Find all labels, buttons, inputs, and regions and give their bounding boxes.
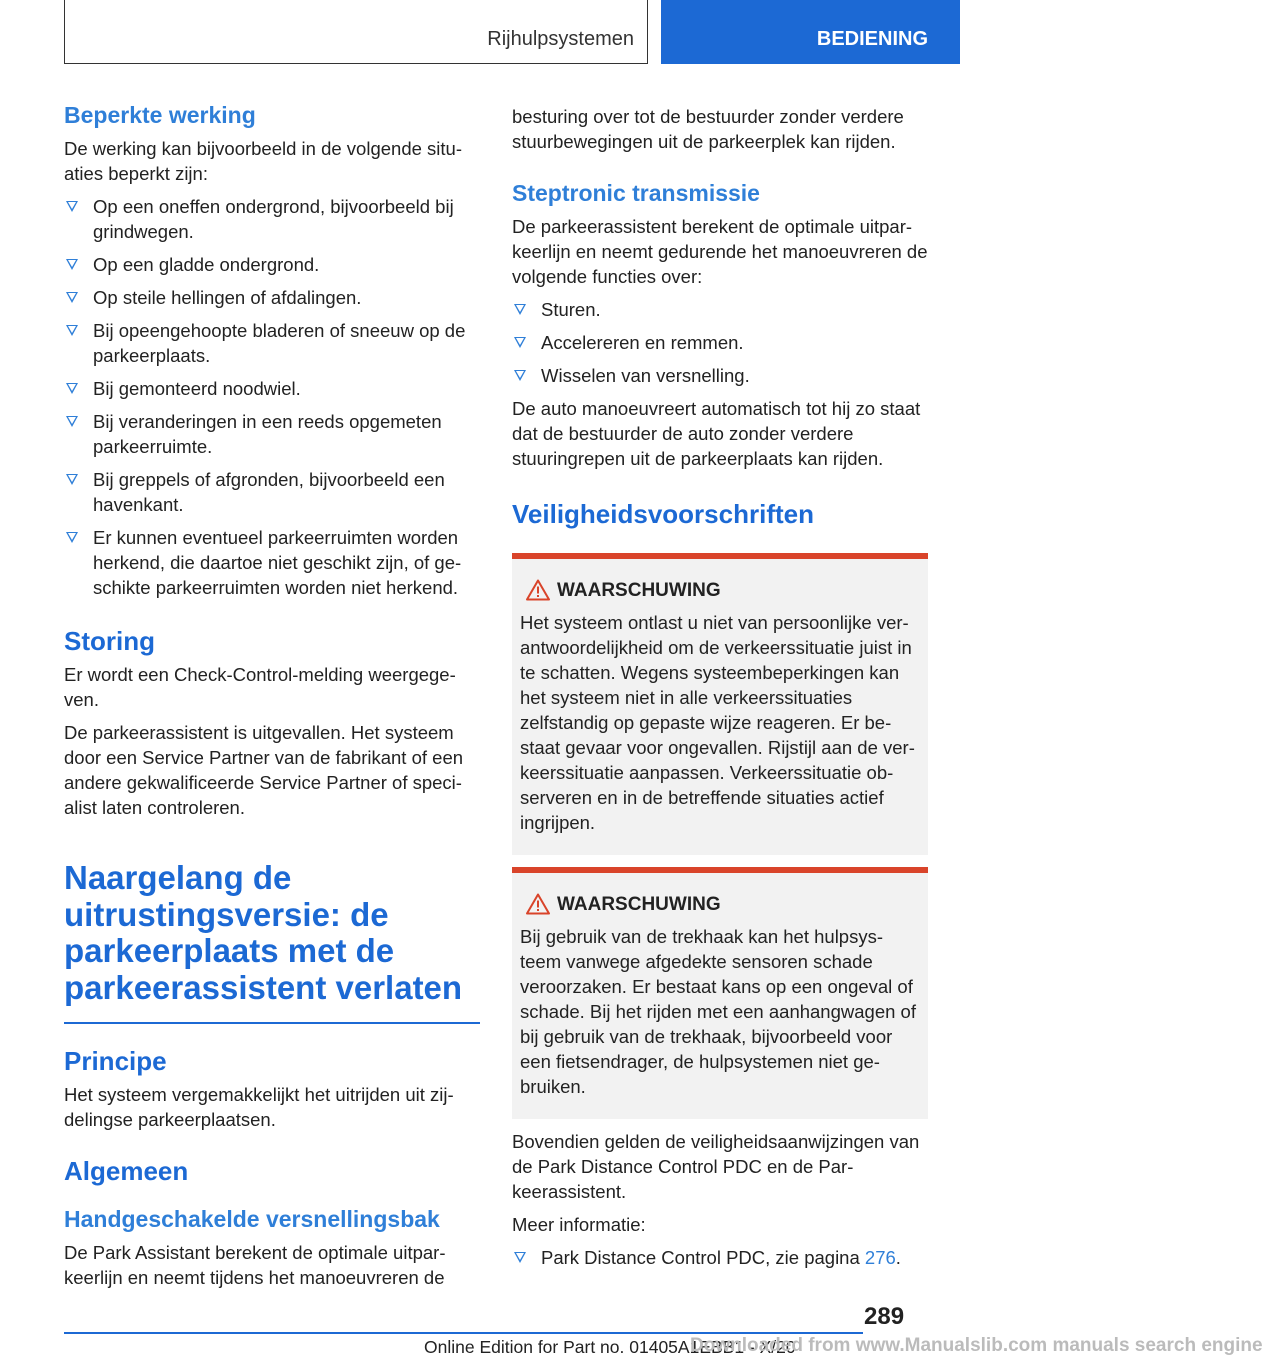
bullet-triangle-icon bbox=[66, 532, 78, 543]
beperkte-list bbox=[64, 194, 480, 600]
list-item: Bij opeengehoopte bladeren of sneeuw op de parkeerplaats. bbox=[64, 318, 480, 368]
heading-principe: Principe bbox=[64, 1045, 167, 1076]
heading-handgeschakeld: Handgeschakelde versnellingsbak bbox=[64, 1205, 440, 1232]
right-column bbox=[512, 104, 928, 1270]
watermark: Downloaded from www.Manualslib.com manuals search engine bbox=[690, 1335, 1263, 1356]
bullet-triangle-icon bbox=[514, 370, 526, 381]
list-item: Park Distance Control PDC, zie pagina 276. bbox=[512, 1245, 928, 1270]
principe-text: Het systeem vergemakkelijkt het uitrijden uit zij-delingse parkeerplaatsen. bbox=[64, 1083, 454, 1130]
list-item: Er kunnen eventueel parkeerruimten worden herkend, die daartoe niet geschikt zijn, of ge-schikte parkeerruimten worden niet herkend. bbox=[64, 525, 480, 600]
heading-storing: Storing bbox=[64, 626, 155, 656]
bullet-triangle-icon bbox=[514, 1252, 526, 1263]
list-item: Op een gladde ondergrond. bbox=[64, 252, 480, 277]
section-title: Rijhulpsystemen bbox=[487, 28, 634, 50]
bullet-triangle-icon bbox=[66, 474, 78, 485]
warning-text: Het systeem ontlast u niet van persoonlijke ver-antwoordelijkheid om de verkeerssituatie juist in te schatten. Wegens systeembeperkingen kan het systeem niet in alle verkeerssituaties zelfstandig op gepaste wijze reageren. Er be-staat gevaar voor ongevallen. Rijstijl aan de ver-keerssituatie aanpassen. Verkeerssituatie ob-serveren en in de betreffende situaties actief ingrijpen. bbox=[520, 612, 915, 833]
warning-box bbox=[512, 867, 928, 1119]
chapter-tab[interactable]: BEDIENING bbox=[661, 0, 960, 64]
steptronic-list bbox=[512, 297, 928, 388]
heading-algemeen: Algemeen bbox=[64, 1155, 189, 1186]
bullet-triangle-icon bbox=[66, 201, 78, 212]
warning-triangle-icon bbox=[526, 579, 550, 601]
continued-text: besturing over tot de bestuurder zonder verdere stuurbewegingen uit de parkeerplek kan rijden. bbox=[512, 106, 904, 152]
handgeschakeld-text: De Park Assistant berekent de optimale uitpar-keerlijn en neemt tijdens het manoeuvreren de bbox=[64, 1241, 446, 1288]
steptronic-outro: De auto manoeuvreert automatisch tot hij zo staat dat de bestuurder de auto zonder verdere stuuringrepen uit de parkeerplaats kan rijden. bbox=[512, 398, 921, 469]
footer-rule bbox=[64, 1332, 863, 1334]
list-item: Bij gemonteerd noodwiel. bbox=[64, 376, 480, 401]
bullet-triangle-icon bbox=[514, 304, 526, 315]
bullet-triangle-icon bbox=[514, 337, 526, 348]
beperkte-intro: De werking kan bijvoorbeeld in de volgende situ-aties beperkt zijn: bbox=[64, 138, 462, 184]
bullet-triangle-icon bbox=[66, 259, 78, 270]
steptronic-intro: De parkeerassistent berekent de optimale uitpar-keerlijn en neemt gedurende het manoeuvreren de volgende functies over: bbox=[512, 216, 928, 287]
bullet-triangle-icon bbox=[66, 325, 78, 336]
heading-steptronic: Steptronic transmissie bbox=[512, 180, 760, 206]
heading-beperkte-werking: Beperkte werking bbox=[64, 102, 256, 128]
warning-triangle-icon bbox=[526, 893, 550, 915]
bullet-triangle-icon bbox=[66, 383, 78, 394]
bullet-triangle-icon bbox=[66, 292, 78, 303]
page-reference-link[interactable]: 276 bbox=[864, 1247, 896, 1268]
bovendien-text: Bovendien gelden de veiligheidsaanwijzingen van de Park Distance Control PDC en de Par-keerassistent. bbox=[512, 1131, 920, 1202]
list-item: Bij veranderingen in een reeds opgemeten parkeerruimte. bbox=[64, 409, 480, 459]
heading-veiligheid: Veiligheidsvoorschriften bbox=[512, 499, 814, 529]
warning-text: Bij gebruik van de trekhaak kan het hulpsys-teem vanwege afgedekte sensoren schade veroorzaken. Er bestaat kans op een ongeval of schade. Bij het rijden met een aanhangwagen of bij gebruik van de trekhaak, bijvoorbeeld voor een fietsendrager, de hulpsystemen niet ge-bruiken. bbox=[520, 926, 916, 1097]
list-item: Bij greppels of afgronden, bijvoorbeeld een havenkant. bbox=[64, 467, 480, 517]
list-item: Accelereren en remmen. bbox=[512, 330, 928, 355]
warning-box bbox=[512, 553, 928, 855]
reference-list bbox=[512, 1245, 928, 1270]
heading-rule bbox=[64, 1022, 480, 1024]
warning-title: WAARSCHUWING bbox=[520, 893, 920, 917]
main-heading: Naargelang de uitrustingsversie: de parkeerplaats met de parkeerassistent verlaten bbox=[64, 859, 463, 1006]
page-number: 289 bbox=[864, 1303, 905, 1330]
bullet-triangle-icon bbox=[66, 416, 78, 427]
list-item: Sturen. bbox=[512, 297, 928, 322]
left-column bbox=[64, 100, 480, 1290]
meer-info-label: Meer informatie: bbox=[512, 1214, 646, 1235]
storing-paragraph-2: De parkeerassistent is uitgevallen. Het systeem door een Service Partner van de fabrikant of een andere gekwalificeerde Service Partner of speci-alist laten controleren. bbox=[64, 722, 464, 818]
list-item: Op steile hellingen of afdalingen. bbox=[64, 285, 480, 310]
edition-text: Online Edition for Part no. 01405A1EBB1 - X/20 bbox=[424, 1337, 796, 1357]
warning-title: WAARSCHUWING bbox=[520, 579, 920, 603]
storing-paragraph-1: Er wordt een Check-Control-melding weergege-ven. bbox=[64, 664, 456, 710]
list-item: Wisselen van versnelling. bbox=[512, 363, 928, 388]
list-item: Op een oneffen ondergrond, bijvoorbeeld bij grindwegen. bbox=[64, 194, 480, 244]
